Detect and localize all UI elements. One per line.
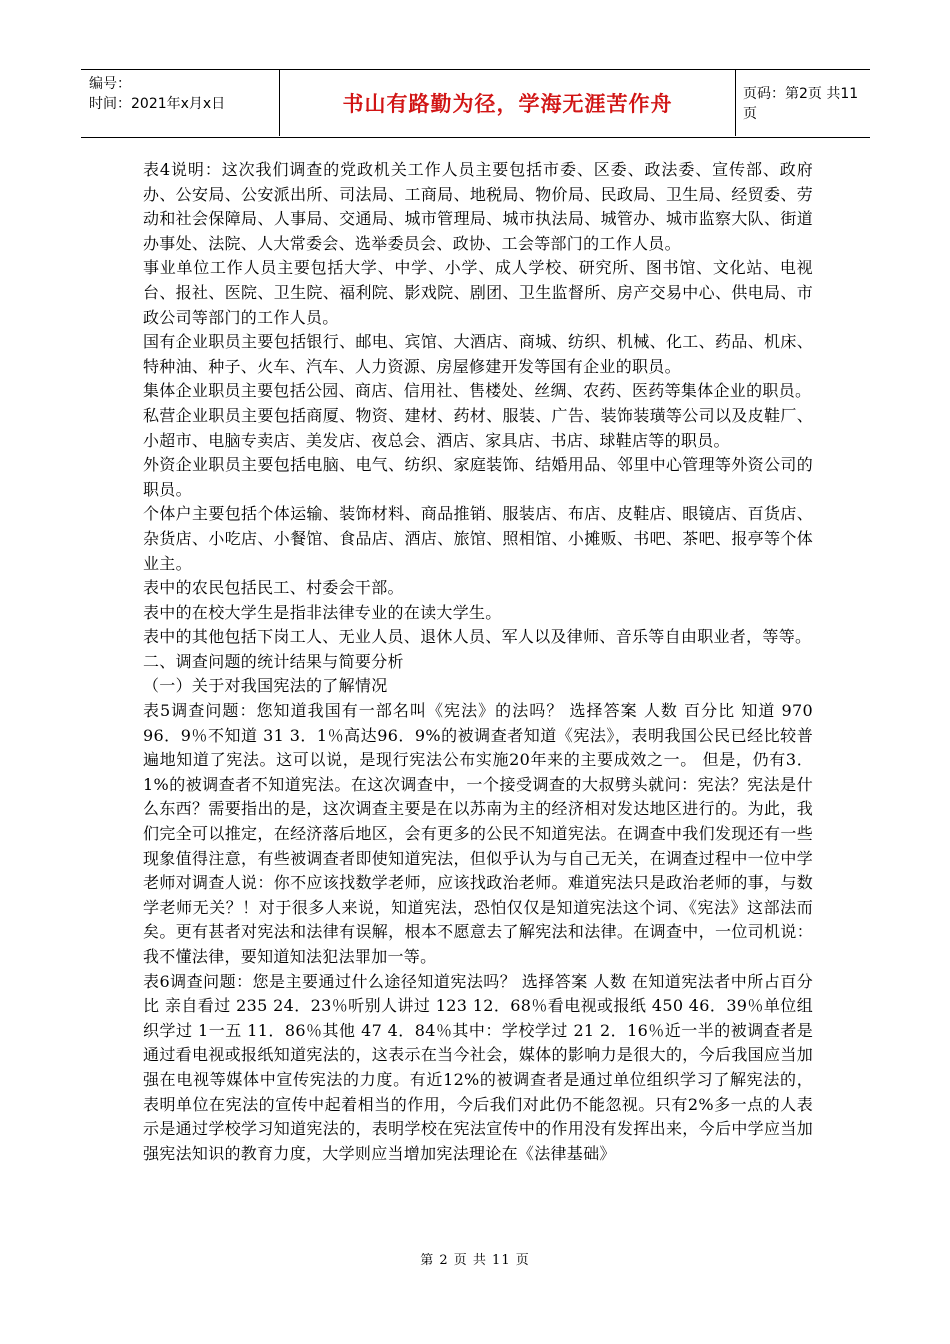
header-meta (89, 74, 289, 132)
header-page-label: 页码：第2页 共11页 (743, 86, 859, 122)
subsection-heading: （一）关于对我国宪法的了解情况 (143, 676, 388, 696)
paragraph: 表中的农民包括民工、村委会干部。 (143, 578, 404, 598)
document-body (143, 158, 813, 1166)
section-heading: 二、调查问题的统计结果与简要分析 (143, 651, 404, 671)
paragraph: 集体企业职员主要包括公园、商店、信用社、售楼处、丝绸、农药、医药等集体企业的职员。 (143, 381, 812, 401)
paragraph: 个体户主要包括个体运输、装饰材料、商品推销、服装店、布店、皮鞋店、眼镜店、百货店、杂货店、小吃店、小餐馆、食品店、酒店、旅馆、照相馆、小摊贩、书吧、茶吧、报亭等个体业主。 (143, 504, 813, 573)
header-motto: 书山有路勤为径，学海无涯苦作舟 (279, 70, 736, 136)
paragraph: 国有企业职员主要包括银行、邮电、宾馆、大酒店、商城、纺织、机械、化工、药品、机床、特种油、种子、火车、汽车、人力资源、房屋修建开发等国有企业的职员。 (143, 332, 813, 376)
paragraph: 表中的其他包括下岗工人、无业人员、退休人员、军人以及律师、音乐等自由职业者，等等。 (143, 627, 812, 647)
paragraph: 外资企业职员主要包括电脑、电气、纺织、家庭装饰、结婚用品、邻里中心管理等外资公司的职员。 (143, 455, 813, 499)
paragraph: 表4说明：这次我们调查的党政机关工作人员主要包括市委、区委、政法委、宣传部、政府办、公安局、公安派出所、司法局、工商局、地税局、物价局、民政局、卫生局、经贸委、劳动和社会保障局、人事局、交通局、城市管理局、城市执法局、城管办、城市监察大队、街道办事处、法院、人大常委会、选举委员会、政协、工会等部门的工作人员。 (143, 160, 813, 253)
paragraph: 表中的在校大学生是指非法律专业的在读大学生。 (143, 602, 502, 622)
document-number-label: 编号： (89, 76, 131, 92)
page-footer: 第 2 页 共 11 页 (420, 1253, 530, 1268)
paragraph: 表5调查问题：您知道我国有一部名叫《宪法》的法吗？ 选择答案 人数 百分比 知道 970 96．9％不知道 31 3．1％高达96．9%的被调查者知道《宪法》，表明我国公民已经比较普遍地知道了宪法。这可以说，是现行宪法公布实施20年来的主要成效之一。 但是，仍有3．1%的被调查者不知道宪法。在这次调查中，一个接受调查的大叔劈头就问：宪法？宪法是什么东西？需要指出的是，这次调查主要是在以苏南为主的经济相对发达地区进行的。为此，我们完全可以推定，在经济落后地区，会有更多的公民不知道宪法。在调查中我们发现还有一些现象值得注意，有些被调查者即使知道宪法，但似乎认为与自己无关，在调查过程中一位中学老师对调查人说：你不应该找数学老师，应该找政治老师。难道宪法只是政治老师的事，与数学老师无关？！对于很多人来说，知道宪法，恐怕仅仅是知道宪法这个词、《宪法》这部法而矣。更有甚者对宪法和法律有误解，根本不愿意去了解宪法和法律。在调查中，一位司机说：我不懂法律，要知道知法犯法罪加一等。 (143, 701, 813, 966)
paragraph: 私营企业职员主要包括商厦、物资、建材、药材、服装、广告、装饰装璜等公司以及皮鞋厂、小超市、电脑专卖店、美发店、夜总会、酒店、家具店、书店、球鞋店等的职员。 (143, 405, 813, 450)
document-time-label: 时间：2021年x月x日 (89, 96, 226, 112)
page-header (81, 69, 870, 138)
paragraph: 表6调查问题：您是主要通过什么途径知道宪法吗？ 选择答案 人数 在知道宪法者中所占百分比 亲自看过 235 24．23％听别人讲过 123 12．68％看电视或报纸 450 46．39％单位组织学过 1一五 11．86％其他 47 4．84％其中：学校学过 21 2．16％近一半的被调查者是通过看电视或报纸知道宪法的，这表示在当今社会，媒体的影响力是很大的，今后我国应当加强在电视等媒体中宣传宪法的力度。有近12%的被调查者是通过单位组织学习了解宪法的，表明单位在宪法的宣传中起着相当的作用，今后我们对此仍不能忽视。只有2%多一点的人表示是通过学校学习知道宪法的，表明学校在宪法宣传中的作用没有发挥出来，今后中学应当加强宪法知识的教育力度，大学则应当增加宪法理论在《法律基础》 (143, 971, 813, 1163)
paragraph: 事业单位工作人员主要包括大学、中学、小学、成人学校、研究所、图书馆、文化站、电视台、报社、医院、卫生院、福利院、影戏院、剧团、卫生监督所、房产交易中心、供电局、市政公司等部门的工作人员。 (143, 258, 813, 327)
